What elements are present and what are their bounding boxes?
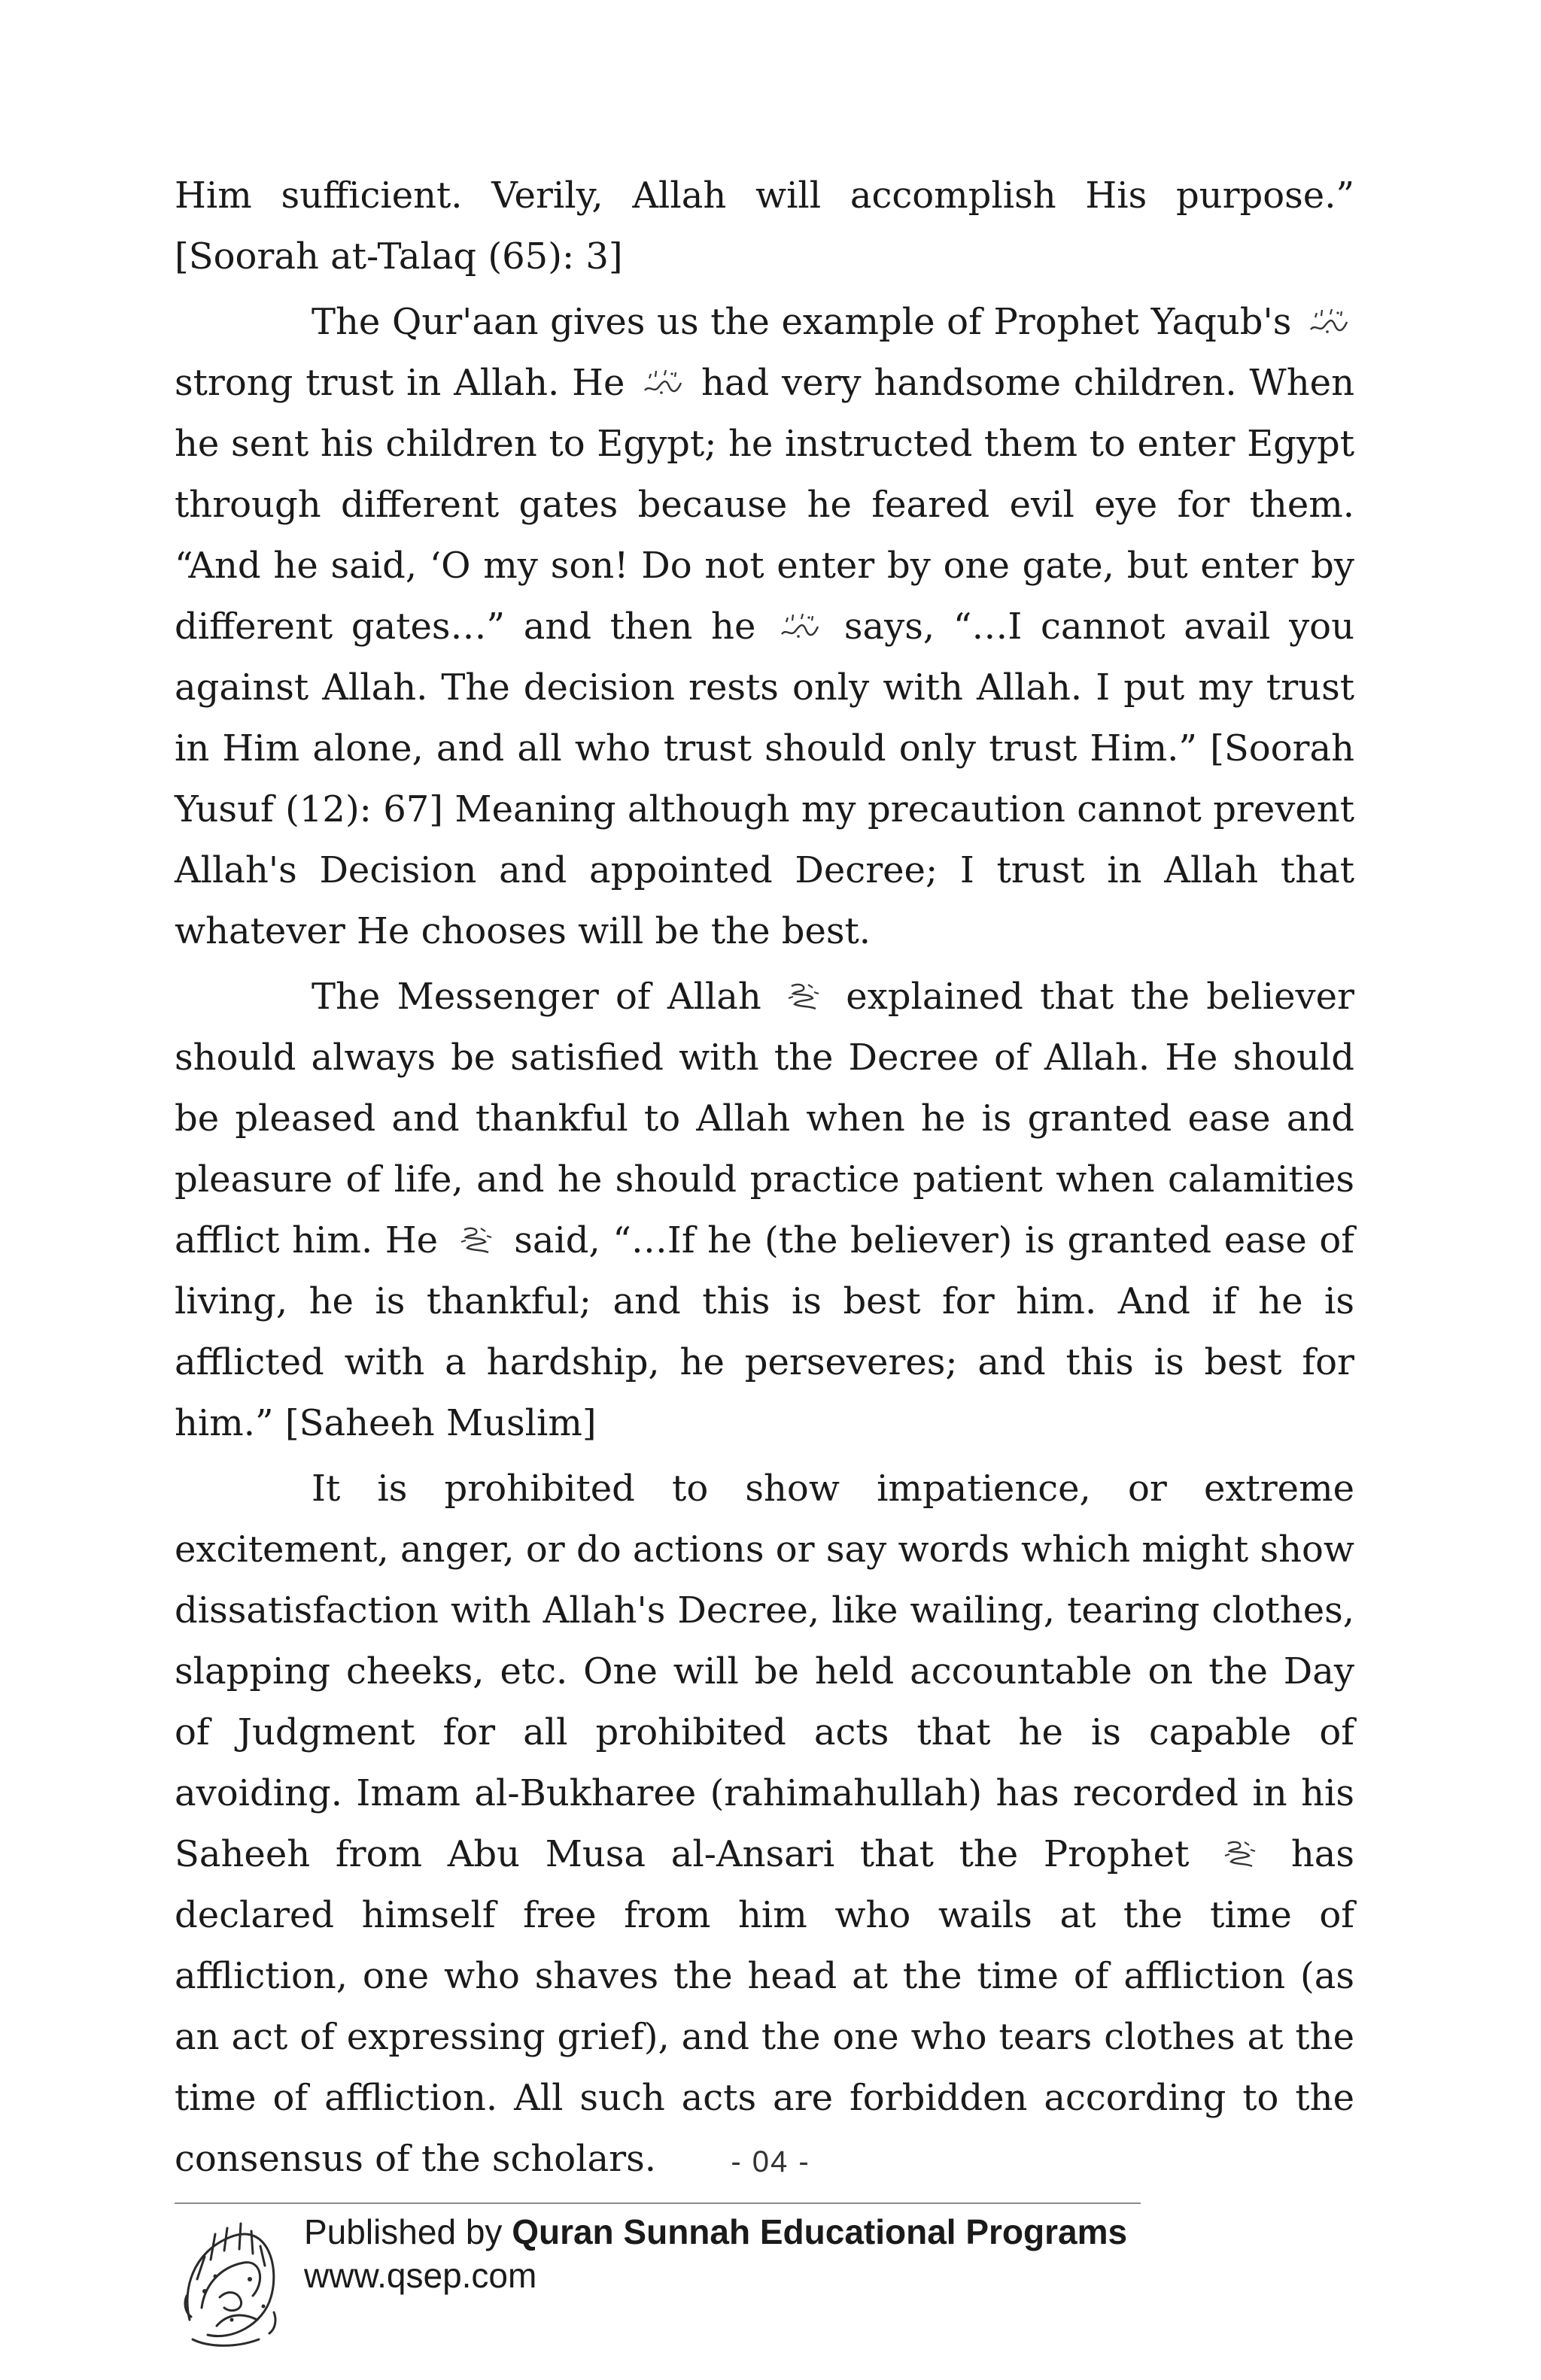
published-by-label: Published by [304, 2212, 512, 2251]
paragraph-text: explained that the believer should always be satisfied with the Decree of Allah. He should be pleased and thankful to Allah when he is granted ease and pleasure of life, and he should practice patient when calamities afflict him. He [175, 976, 1354, 1261]
alayhis-salam-icon [642, 368, 684, 398]
sallallahu-alayhi-wasallam-icon [1219, 1839, 1261, 1869]
paragraph-1 [175, 165, 1354, 287]
paragraph-text: The Qur'aan gives us the example of Prophet Yaqub's [312, 301, 1292, 343]
sallallahu-alayhi-wasallam-icon [783, 982, 825, 1012]
website-link[interactable]: www.qsep.com [304, 2256, 537, 2295]
page-number: - 04 - [731, 2145, 810, 2178]
paragraph-text: strong trust in Allah. He [175, 362, 625, 404]
publisher-name: Quran Sunnah Educational Programs [512, 2212, 1128, 2251]
sallallahu-alayhi-wasallam-icon [455, 1225, 497, 1255]
body-text [175, 165, 1354, 2190]
paragraph-text: says, “…I cannot avail you against Allah. The decision rests only with Allah. I put my trust in Him alone, and all who trust should only trust Him.” [Soorah Yusuf (12): 67] Meaning although my precaution cannot prevent Allah's Decision and appointed Decree; I trust in Allah that whatever He chooses will be the best. [175, 606, 1354, 952]
alayhis-salam-icon [1308, 307, 1350, 337]
paragraph-text: said, “…If he (the believer) is granted ease of living, he is thankful; and this is best for him. And if he is afflicted with a hardship, he perseveres; and this is best for him.” [Saheeh Muslim] [175, 1219, 1354, 1444]
paragraph-text: has declared himself free from him who wails at the time of affliction, one who shaves the head at the time of affliction (as an act of expressing grief), and the one who tears clothes at the time of affliction. All such acts are forbidden according to the consensus of the scholars. [175, 1833, 1354, 2180]
paragraph-text: Him sufficient. Verily, Allah will accomplish His purpose.” [Soorah at-Talaq (65): 3] [175, 175, 1354, 278]
footer-divider [175, 2202, 1141, 2204]
paragraph-text: The Messenger of Allah [312, 976, 761, 1018]
calligraphy-logo-icon [175, 2207, 286, 2354]
paragraph-4 [175, 1459, 1354, 2190]
alayhis-salam-icon [779, 612, 821, 642]
paragraph-text: had very handsome children. When he sent his children to Egypt; he instructed them to enter Egypt through different gates because he feared evil eye for them. “And he said, ‘O my son! Do not enter by one gate, but enter by different gates…” and then he [175, 362, 1354, 648]
paragraph-2 [175, 292, 1354, 962]
publisher-line [304, 2212, 1127, 2252]
paragraph-3 [175, 967, 1354, 1454]
paragraph-text: It is prohibited to show impatience, or extreme excitement, anger, or do actions or say words which might show dissatisfaction with Allah's Decree, like wailing, tearing clothes, slapping cheeks, etc. One will be held accountable on the Day of Judgment for all prohibited acts that he is capable of avoiding. Imam al-Bukharee (rahimahullah) has recorded in his Saheeh from Abu Musa al-Ansari that the Prophet [175, 1468, 1354, 1875]
